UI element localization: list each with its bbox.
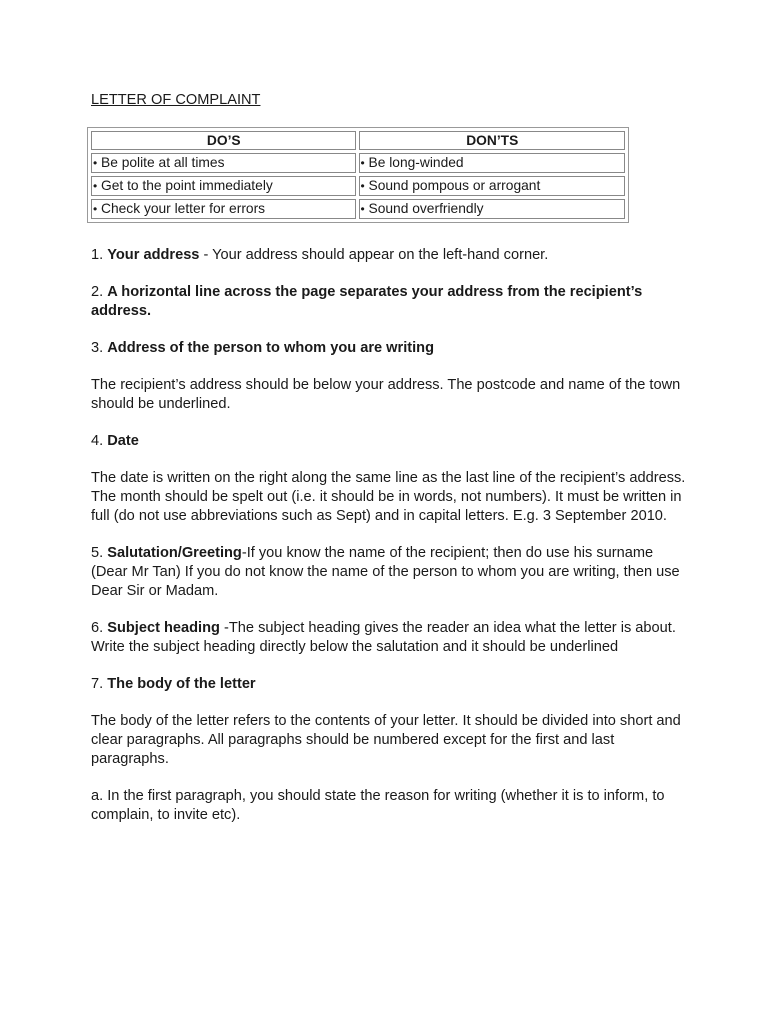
table-cell-dont [359, 153, 626, 173]
section-number: 1. [91, 247, 104, 263]
document-body [91, 246, 691, 843]
bullet-icon: • [93, 156, 98, 170]
dos-header: DO’S [91, 131, 356, 150]
table-row [91, 153, 625, 173]
section-number: 2. [91, 284, 104, 300]
section-body-of-letter [91, 675, 691, 694]
table-cell-dont [359, 176, 626, 196]
section-paragraph: The date is written on the right along the same line as the last line of the recipient’s address. The month should be spelt out (i.e. it should be in words, not numbers). It must be written in full (do not use abbreviations such as Sept) and in capital letters. E.g. 3 September 2010. [91, 470, 686, 524]
section-number: 3. [91, 340, 104, 356]
bullet-icon: • [93, 179, 98, 193]
section-text: -If you know the name of the recipient; then do use his surname (Dear Mr Tan) If you do not know the name of the person to whom you are writing, then use Dear Sir or Madam. [91, 545, 680, 599]
section-heading: Subject heading [107, 620, 220, 636]
section-paragraph: The body of the letter refers to the contents of your letter. It should be divided into short and clear paragraphs. All paragraphs should be numbered except for the first and last paragraphs. [91, 713, 681, 767]
section-heading: A horizontal line across the page separates your address from the recipient’s address. [91, 284, 643, 319]
section-your-address [91, 246, 691, 265]
table-row [91, 199, 625, 219]
section-heading: Address of the person to whom you are writing [107, 340, 435, 356]
bullet-icon: • [93, 202, 98, 216]
section-heading: Salutation/Greeting [107, 545, 242, 561]
bullet-icon: • [360, 156, 365, 170]
dont-item: Sound pompous or arrogant [368, 178, 541, 193]
section-paragraph: The recipient’s address should be below your address. The postcode and name of the town should be underlined. [91, 377, 681, 412]
section-text: - Your address should appear on the left-hand corner. [199, 247, 549, 263]
section-subject-heading [91, 619, 691, 657]
section-recipient-address [91, 339, 691, 358]
section-text: -The subject heading gives the reader an idea what the letter is about. Write the subject heading directly below the salutation and it should be underlined [91, 620, 676, 655]
bullet-icon: • [360, 179, 365, 193]
table-cell-do [91, 176, 356, 196]
section-date [91, 432, 691, 451]
do-item: Check your letter for errors [101, 201, 266, 216]
donts-header: DON’TS [359, 131, 626, 150]
section-number: 6. [91, 620, 104, 636]
section-heading: Your address [107, 247, 200, 263]
section-horizontal-line [91, 283, 691, 321]
table-row [91, 176, 625, 196]
section-heading: The body of the letter [107, 676, 256, 692]
do-item: Get to the point immediately [101, 178, 273, 193]
section-paragraph: a. In the first paragraph, you should state the reason for writing (whether it is to inform, to complain, to invite etc). [91, 788, 665, 823]
section-number: 4. [91, 433, 104, 449]
bullet-icon: • [360, 202, 365, 216]
table-cell-do [91, 153, 356, 173]
document-title: LETTER OF COMPLAINT [91, 92, 261, 108]
section-number: 5. [91, 545, 104, 561]
table-header-row [91, 131, 625, 150]
document-page [91, 90, 691, 823]
dos-donts-table [87, 127, 629, 223]
table-cell-do [91, 199, 356, 219]
table-cell-dont [359, 199, 626, 219]
dont-item: Sound overfriendly [368, 201, 484, 216]
dont-item: Be long-winded [368, 155, 464, 170]
section-salutation [91, 544, 691, 601]
section-heading: Date [107, 433, 139, 449]
section-number: 7. [91, 676, 104, 692]
do-item: Be polite at all times [101, 155, 225, 170]
